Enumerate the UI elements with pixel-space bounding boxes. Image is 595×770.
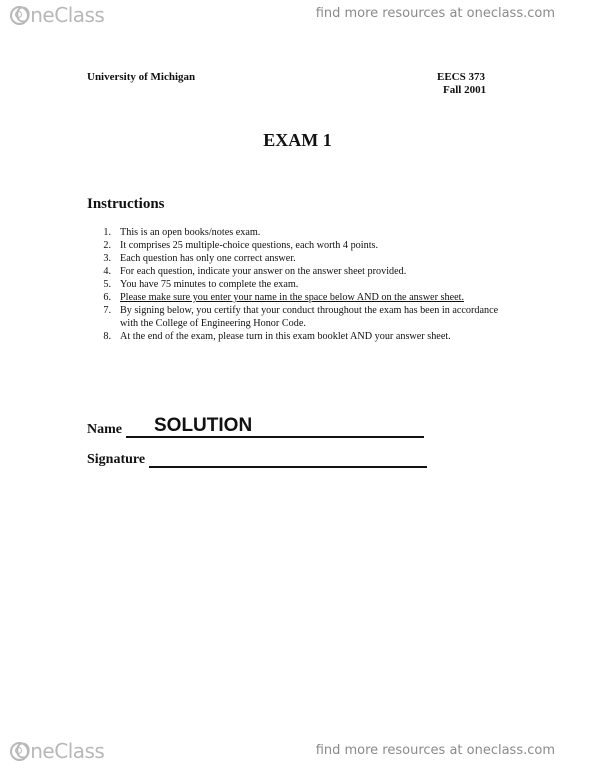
name-label: Name xyxy=(87,422,122,437)
instruction-item: 7. By signing below, you certify that your conduct throughout the exam has been in accordance with the College of Engineering Honor Code. xyxy=(103,305,499,329)
promo-link-bottom[interactable]: find more resources at oneclass.com xyxy=(315,743,555,758)
promo-link-top[interactable]: find more resources at oneclass.com xyxy=(315,6,555,21)
logo-text: OneClass xyxy=(15,739,105,763)
instruction-item: 8. At the end of the exam, please turn in this exam booklet AND your answer sheet. xyxy=(103,331,451,342)
signature-field-row xyxy=(87,452,427,468)
signature-field[interactable] xyxy=(149,452,427,468)
exam-title: EXAM 1 xyxy=(263,130,332,150)
university-name: University of Michigan xyxy=(87,71,196,83)
oneclass-logo-bottom[interactable] xyxy=(10,739,104,763)
oneclass-logo-icon xyxy=(10,742,29,761)
instruction-item: 3. Each question has only one correct answer. xyxy=(103,253,296,264)
term: Fall 2001 xyxy=(443,84,487,96)
instructions-list xyxy=(87,226,507,343)
instruction-item: 2. It comprises 25 multiple-choice questions, each worth 4 points. xyxy=(103,240,379,251)
name-field[interactable] xyxy=(126,414,424,438)
instruction-item: 4. For each question, indicate your answer on the answer sheet provided. xyxy=(103,266,407,277)
instruction-item: 5. You have 75 minutes to complete the exam. xyxy=(103,279,299,290)
instruction-item: 1. This is an open books/notes exam. xyxy=(103,227,261,238)
course-code: EECS 373 xyxy=(437,71,485,83)
logo-text: OneClass xyxy=(15,3,105,27)
name-field-row xyxy=(87,414,424,438)
oneclass-logo-top[interactable] xyxy=(10,3,104,27)
instructions-heading: Instructions xyxy=(87,196,165,212)
signature-label: Signature xyxy=(87,452,146,467)
name-value: SOLUTION xyxy=(154,415,253,436)
instruction-item: 6. Please make sure you enter your name in the space below AND on the answer sheet. xyxy=(103,292,465,303)
oneclass-logo-icon xyxy=(10,6,29,25)
